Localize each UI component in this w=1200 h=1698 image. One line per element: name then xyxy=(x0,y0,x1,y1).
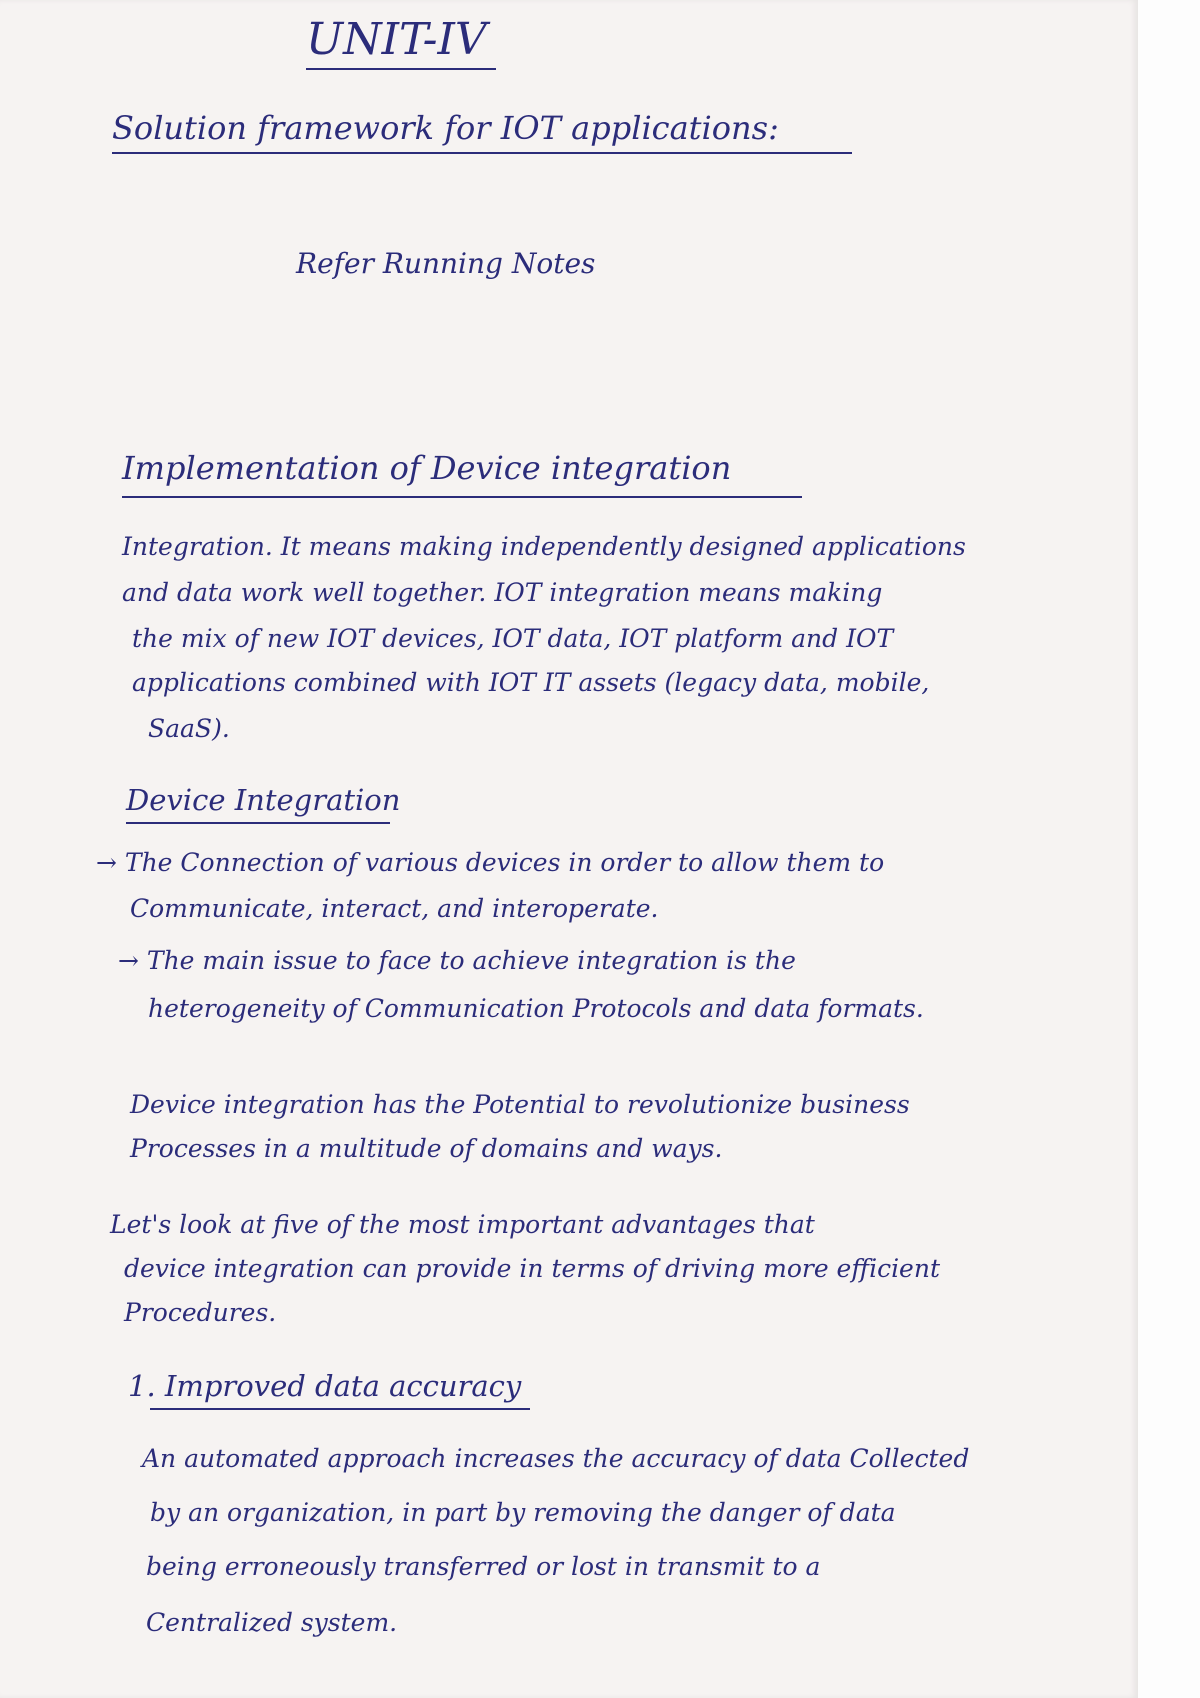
integration-line-4: applications combined with IOT IT assets (legacy data, mobile, xyxy=(132,668,930,697)
heading-improved-accuracy: 1. Improved data accuracy xyxy=(128,1369,522,1403)
page-edge xyxy=(1138,0,1200,1698)
heading-implementation: Implementation of Device integration xyxy=(122,449,732,487)
bullet-line-1: → The Connection of various devices in order to allow them to xyxy=(96,848,885,877)
integration-line-2: and data work well together. IOT integration means making xyxy=(122,578,883,607)
bullet-line-3: → The main issue to face to achieve integration is the xyxy=(118,946,796,975)
title-underline xyxy=(306,68,496,70)
heading-improved-underline xyxy=(150,1408,530,1410)
integration-line-1: Integration. It means making independently designed applications xyxy=(122,532,966,561)
potential-line-2: Processes in a multitude of domains and ways. xyxy=(130,1134,723,1163)
improved-line-4: Centralized system. xyxy=(146,1608,398,1637)
integration-line-3: the mix of new IOT devices, IOT data, IOT platform and IOT xyxy=(132,624,894,653)
potential-line-1: Device integration has the Potential to revolutionize business xyxy=(130,1090,910,1119)
page-title: UNIT-IV xyxy=(306,14,487,65)
bullet-line-4: heterogeneity of Communication Protocols and data formats. xyxy=(148,994,924,1023)
advantages-line-1: Let's look at five of the most important advantages that xyxy=(110,1210,815,1239)
heading-device-integration: Device Integration xyxy=(126,783,401,817)
advantages-line-3: Procedures. xyxy=(124,1298,277,1327)
improved-line-2: by an organization, in part by removing the danger of data xyxy=(150,1498,896,1527)
heading-solution-framework: Solution framework for IOT applications: xyxy=(112,109,779,147)
heading-device-integration-underline xyxy=(126,822,390,824)
improved-line-3: being erroneously transferred or lost in transmit to a xyxy=(146,1552,821,1581)
improved-line-1: An automated approach increases the accuracy of data Collected xyxy=(142,1444,970,1473)
heading-implementation-underline xyxy=(122,496,802,498)
heading-solution-underline xyxy=(112,152,852,154)
advantages-line-2: device integration can provide in terms of driving more efficient xyxy=(124,1254,941,1283)
integration-line-5: SaaS). xyxy=(148,714,230,743)
refer-note: Refer Running Notes xyxy=(296,247,596,280)
bullet-line-2: Communicate, interact, and interoperate. xyxy=(130,894,659,923)
